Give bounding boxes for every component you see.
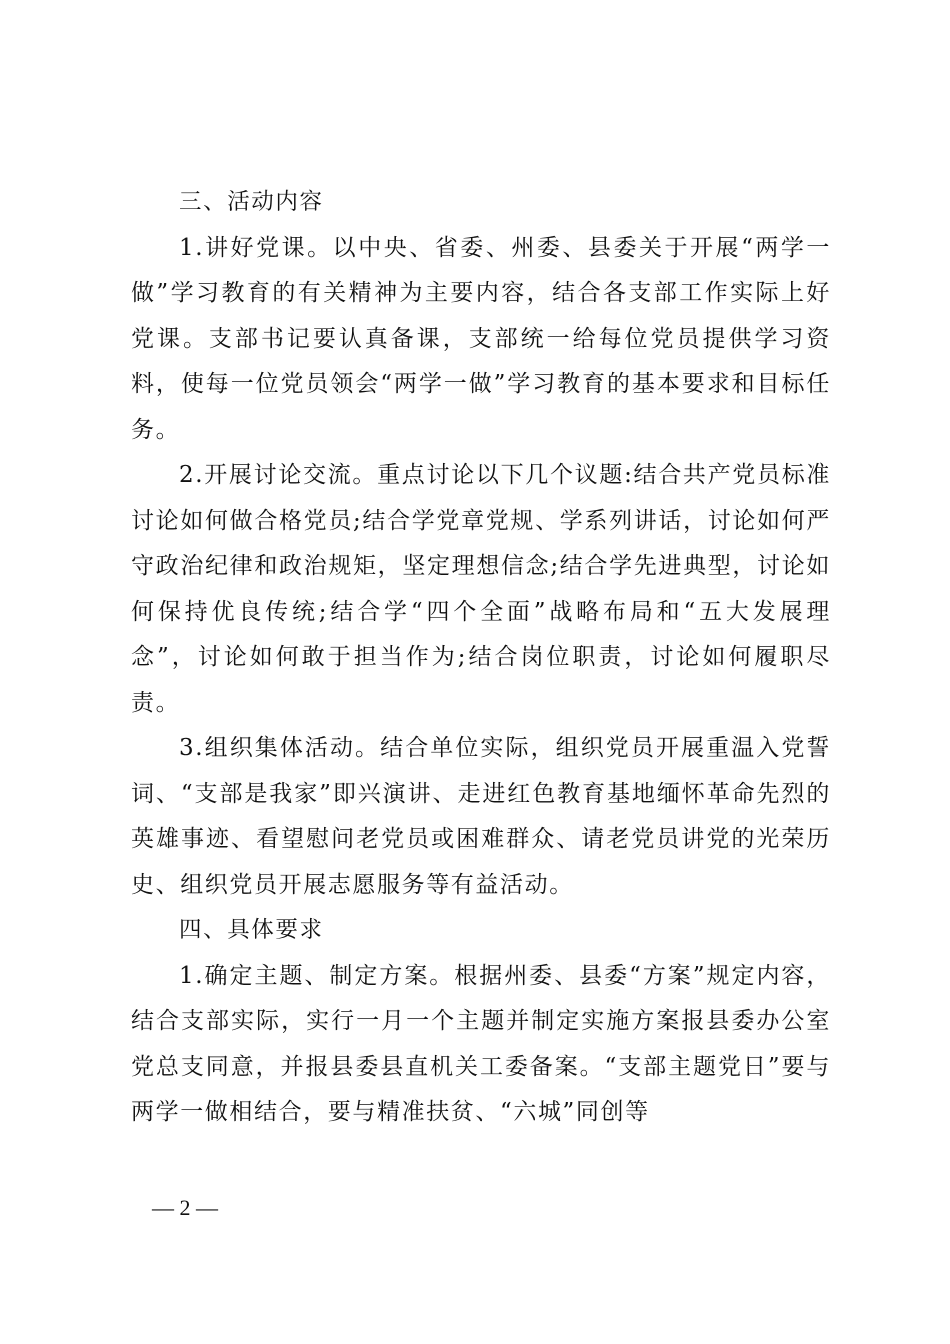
page-number: — 2 — [152, 1195, 218, 1220]
paragraph-group-activity: 3.组织集体活动。结合单位实际，组织党员开展重温入党誓词、“支部是我家”即兴演讲、走进红色教育基地缅怀革命先烈的英雄事迹、看望慰问老党员或困难群众、请老党员讲党的光荣历史、组织党员开展志愿服务等有益活动。 [131, 735, 831, 898]
document-body [131, 180, 831, 1136]
section-heading-activities: 三、活动内容 [179, 189, 324, 215]
section-heading-requirements: 四、具体要求 [179, 917, 324, 943]
paragraph-party-lecture: 1.讲好党课。以中央、省委、州委、县委关于开展“两学一做”学习教育的有关精神为主要内容，结合各支部工作实际上好党课。支部书记要认真备课，支部统一给每位党员提供学习资料，使每一位党员领会“两学一做”学习教育的基本要求和目标任务。 [131, 234, 831, 443]
paragraph-discussion: 2.开展讨论交流。重点讨论以下几个议题:结合共产党员标准讨论如何做合格党员;结合学党章党规、学系列讲话，讨论如何严守政治纪律和政治规矩，坚定理想信念;结合学先进典型，讨论如何保持优良传统;结合学“四个全面”战略布局和“五大发展理念”，讨论如何敢于担当作为;结合岗位职责，讨论如何履职尽责。 [131, 462, 831, 716]
paragraph-theme-plan: 1.确定主题、制定方案。根据州委、县委“方案”规定内容，结合支部实际，实行一月一个主题并制定实施方案报县委办公室党总支同意，并报县委县直机关工委备案。“支部主题党日”要与两学一做相结合，要与精准扶贫、“六城”同创等 [131, 962, 831, 1125]
